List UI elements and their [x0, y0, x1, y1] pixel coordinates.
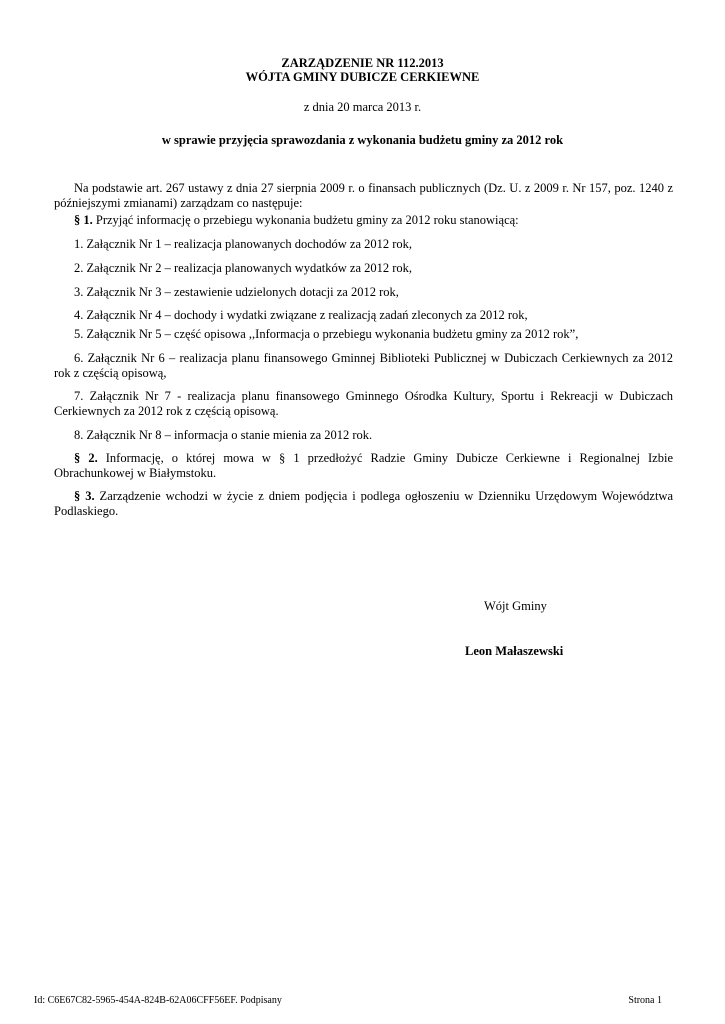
- document-title: ZARZĄDZENIE NR 112.2013: [281, 56, 444, 70]
- footer-document-id: Id: C6E67C82-5965-454A-824B-62A06CFF56EF. Podpisany: [34, 995, 282, 1006]
- document-issuer: WÓJTA GMINY DUBICZE CERKIEWNE: [245, 70, 480, 84]
- document-subject: w sprawie przyjęcia sprawozdania z wykonania budżetu gminy za 2012 rok: [161, 133, 564, 147]
- list-item: 8. Załącznik Nr 8 – informacja o stanie mienia za 2012 rok.: [74, 428, 373, 442]
- paragraph-3: [54, 489, 673, 519]
- paragraph-2-text: Informację, o której mowa w § 1 przedłożyć Radzie Gminy Dubicze Cerkiewne i Regionalnej Izbie Obrachunkowej w Białymstoku.: [54, 451, 674, 480]
- paragraph-1: [54, 213, 673, 228]
- paragraph-1-text: Przyjąć informację o przebiegu wykonania budżetu gminy za 2012 roku stanowiącą:: [92, 213, 519, 227]
- list-item: 2. Załącznik Nr 2 – realizacja planowanych wydatków za 2012 rok,: [74, 261, 413, 275]
- list-item: 4. Załącznik Nr 4 – dochody i wydatki związane z realizacją zadań zleconych za 2012 rok,: [74, 308, 528, 322]
- paragraph-3-mark: § 3.: [74, 489, 95, 503]
- footer-page-number: Strona 1: [628, 995, 662, 1006]
- signature-title: Wójt Gminy: [484, 599, 547, 613]
- document-date: z dnia 20 marca 2013 r.: [303, 100, 422, 114]
- list-item: 6. Załącznik Nr 6 – realizacja planu finansowego Gminnej Biblioteki Publicznej w Dubiczach Cerkiewnych za 2012 rok z częścią opisową,: [54, 351, 673, 380]
- list-item: 7. Załącznik Nr 7 - realizacja planu finansowego Gminnego Ośrodka Kultury, Sportu i Rekreacji w Dubiczach Cerkiewnych za 2012 rok z częścią opisową.: [54, 389, 673, 418]
- paragraph-1-mark: § 1.: [74, 213, 93, 227]
- paragraph-3-text: Zarządzenie wchodzi w życie z dniem podjęcia i podlega ogłoszeniu w Dzienniku Urzędowym Województwa Podlaskiego.: [54, 489, 674, 518]
- list-item: 1. Załącznik Nr 1 – realizacja planowanych dochodów za 2012 rok,: [74, 237, 413, 251]
- paragraph-2-mark: § 2.: [74, 451, 98, 465]
- list-item: 5. Załącznik Nr 5 – część opisowa ,,Informacja o przebiegu wykonania budżetu gminy za 2012 rok”,: [74, 327, 579, 341]
- preamble: Na podstawie art. 267 ustawy z dnia 27 sierpnia 2009 r. o finansach publicznych (Dz. U. z 2009 r. Nr 157, poz. 1240 z późniejszymi zmianami) zarządzam co następuje:: [54, 181, 673, 210]
- list-item: 3. Załącznik Nr 3 – zestawienie udzielonych dotacji za 2012 rok,: [74, 285, 399, 299]
- paragraph-2: [54, 451, 673, 481]
- signature-name: Leon Małaszewski: [465, 644, 564, 658]
